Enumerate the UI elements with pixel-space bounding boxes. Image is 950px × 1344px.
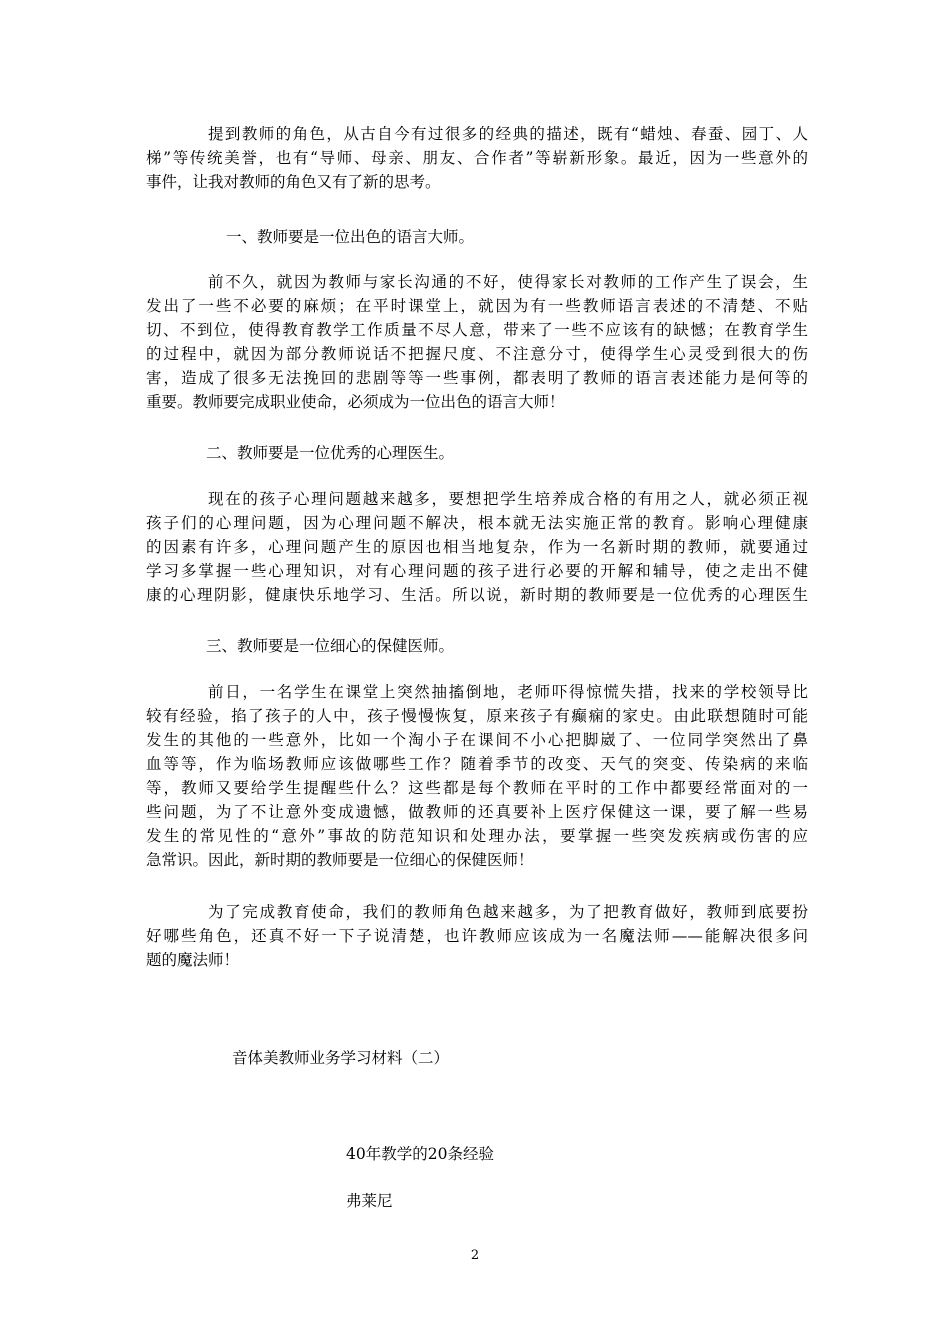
text-line: 孩子们的心理问题，因为心理问题不解决，根本就无法实施正常的教育。影响心理健康 (146, 514, 808, 532)
text-line: 康的心理阴影，健康快乐地学习、生活。所以说，新时期的教师要是一位优秀的心理医生 (146, 586, 808, 604)
section1-heading: 一、教师要是一位出色的语言大师。 (226, 228, 475, 246)
text-line: 发生的常见性的“意外”事故的防范知识和处理办法，要掌握一些突发疾病或伤害的应 (146, 827, 808, 845)
text-line: 发生的其他的一些意外，比如一个淘小子在课间不小心把脚崴了、一位同学突然出了鼻 (146, 731, 808, 749)
text-line: 前不久，就因为教师与家长沟通的不好，使得家长对教师的工作产生了误会，生 (208, 273, 808, 291)
text-line: 学习多掌握一些心理知识，对有心理问题的孩子进行必要的开解和辅导，使之走出不健 (146, 562, 808, 580)
text-line: 血等等，作为临场教师应该做哪些工作？随着季节的改变、天气的突变、传染病的来临 (146, 755, 808, 773)
text-line: 题的魔法师！ (146, 951, 240, 969)
intro-paragraph (146, 122, 808, 194)
text-line: 害，造成了很多无法挽回的悲剧等等一些事例，都表明了教师的语言表述能力是何等的 (146, 369, 808, 387)
section3-heading: 三、教师要是一位细心的保健医师。 (206, 637, 455, 655)
text-line: 重要。教师要完成职业使命，必须成为一位出色的语言大师！ (146, 393, 565, 411)
material-title: 音体美教师业务学习材料（二） (232, 1049, 450, 1067)
author-name: 弗莱尼 (346, 1192, 393, 1210)
article-title: 40年教学的20条经验 (346, 1145, 494, 1163)
text-line: 的过程中，就因为部分教师说话不把握尺度、不注意分寸，使得学生心灵受到很大的伤 (146, 345, 808, 363)
section2-heading: 二、教师要是一位优秀的心理医生。 (206, 444, 455, 462)
section3-paragraph (146, 680, 808, 872)
section1-paragraph (146, 270, 808, 414)
section2-paragraph (146, 487, 808, 607)
text-line: 切、不到位，使得教育教学工作质量不尽人意，带来了一些不应该有的缺憾；在教育学生 (146, 321, 808, 339)
text-line: 急常识。因此，新时期的教师要是一位细心的保健医师！ (146, 851, 534, 869)
text-line: 好哪些角色，还真不好一下子说清楚，也许教师应该成为一名魔法师——能解决很多问 (146, 927, 808, 945)
text-line: 为了完成教育使命，我们的教师角色越来越多，为了把教育做好，教师到底要扮 (208, 903, 808, 921)
text-line: 等，教师又要给学生提醒些什么？这些都是每个教师在平时的工作中都要经常面对的一 (146, 779, 808, 797)
text-line: 的因素有许多，心理问题产生的原因也相当地复杂，作为一名新时期的教师，就要通过 (146, 538, 808, 556)
text-line: 些问题，为了不让意外变成遗憾，做教师的还真要补上医疗保健这一课，要了解一些易 (146, 803, 808, 821)
text-line: 前日，一名学生在课堂上突然抽搐倒地，老师吓得惊慌失措，找来的学校领导比 (208, 683, 808, 701)
text-line: 现在的孩子心理问题越来越多，要想把学生培养成合格的有用之人，就必须正视 (208, 490, 808, 508)
text-line: 梯”等传统美誉，也有“导师、母亲、朋友、合作者”等崭新形象。最近，因为一些意外的 (146, 149, 808, 167)
conclusion-paragraph (146, 900, 808, 972)
text-line: 提到教师的角色，从古自今有过很多的经典的描述，既有“蜡烛、春蚕、园丁、人 (208, 125, 808, 143)
text-line: 发出了一些不必要的麻烦；在平时课堂上，就因为有一些教师语言表述的不清楚、不贴 (146, 297, 808, 315)
page-number: 2 (470, 1248, 480, 1263)
text-line: 事件，让我对教师的角色又有了新的思考。 (146, 173, 441, 191)
text-line: 较有经验，掐了孩子的人中，孩子慢慢恢复，原来孩子有癫痫的家史。由此联想随时可能 (146, 707, 808, 725)
